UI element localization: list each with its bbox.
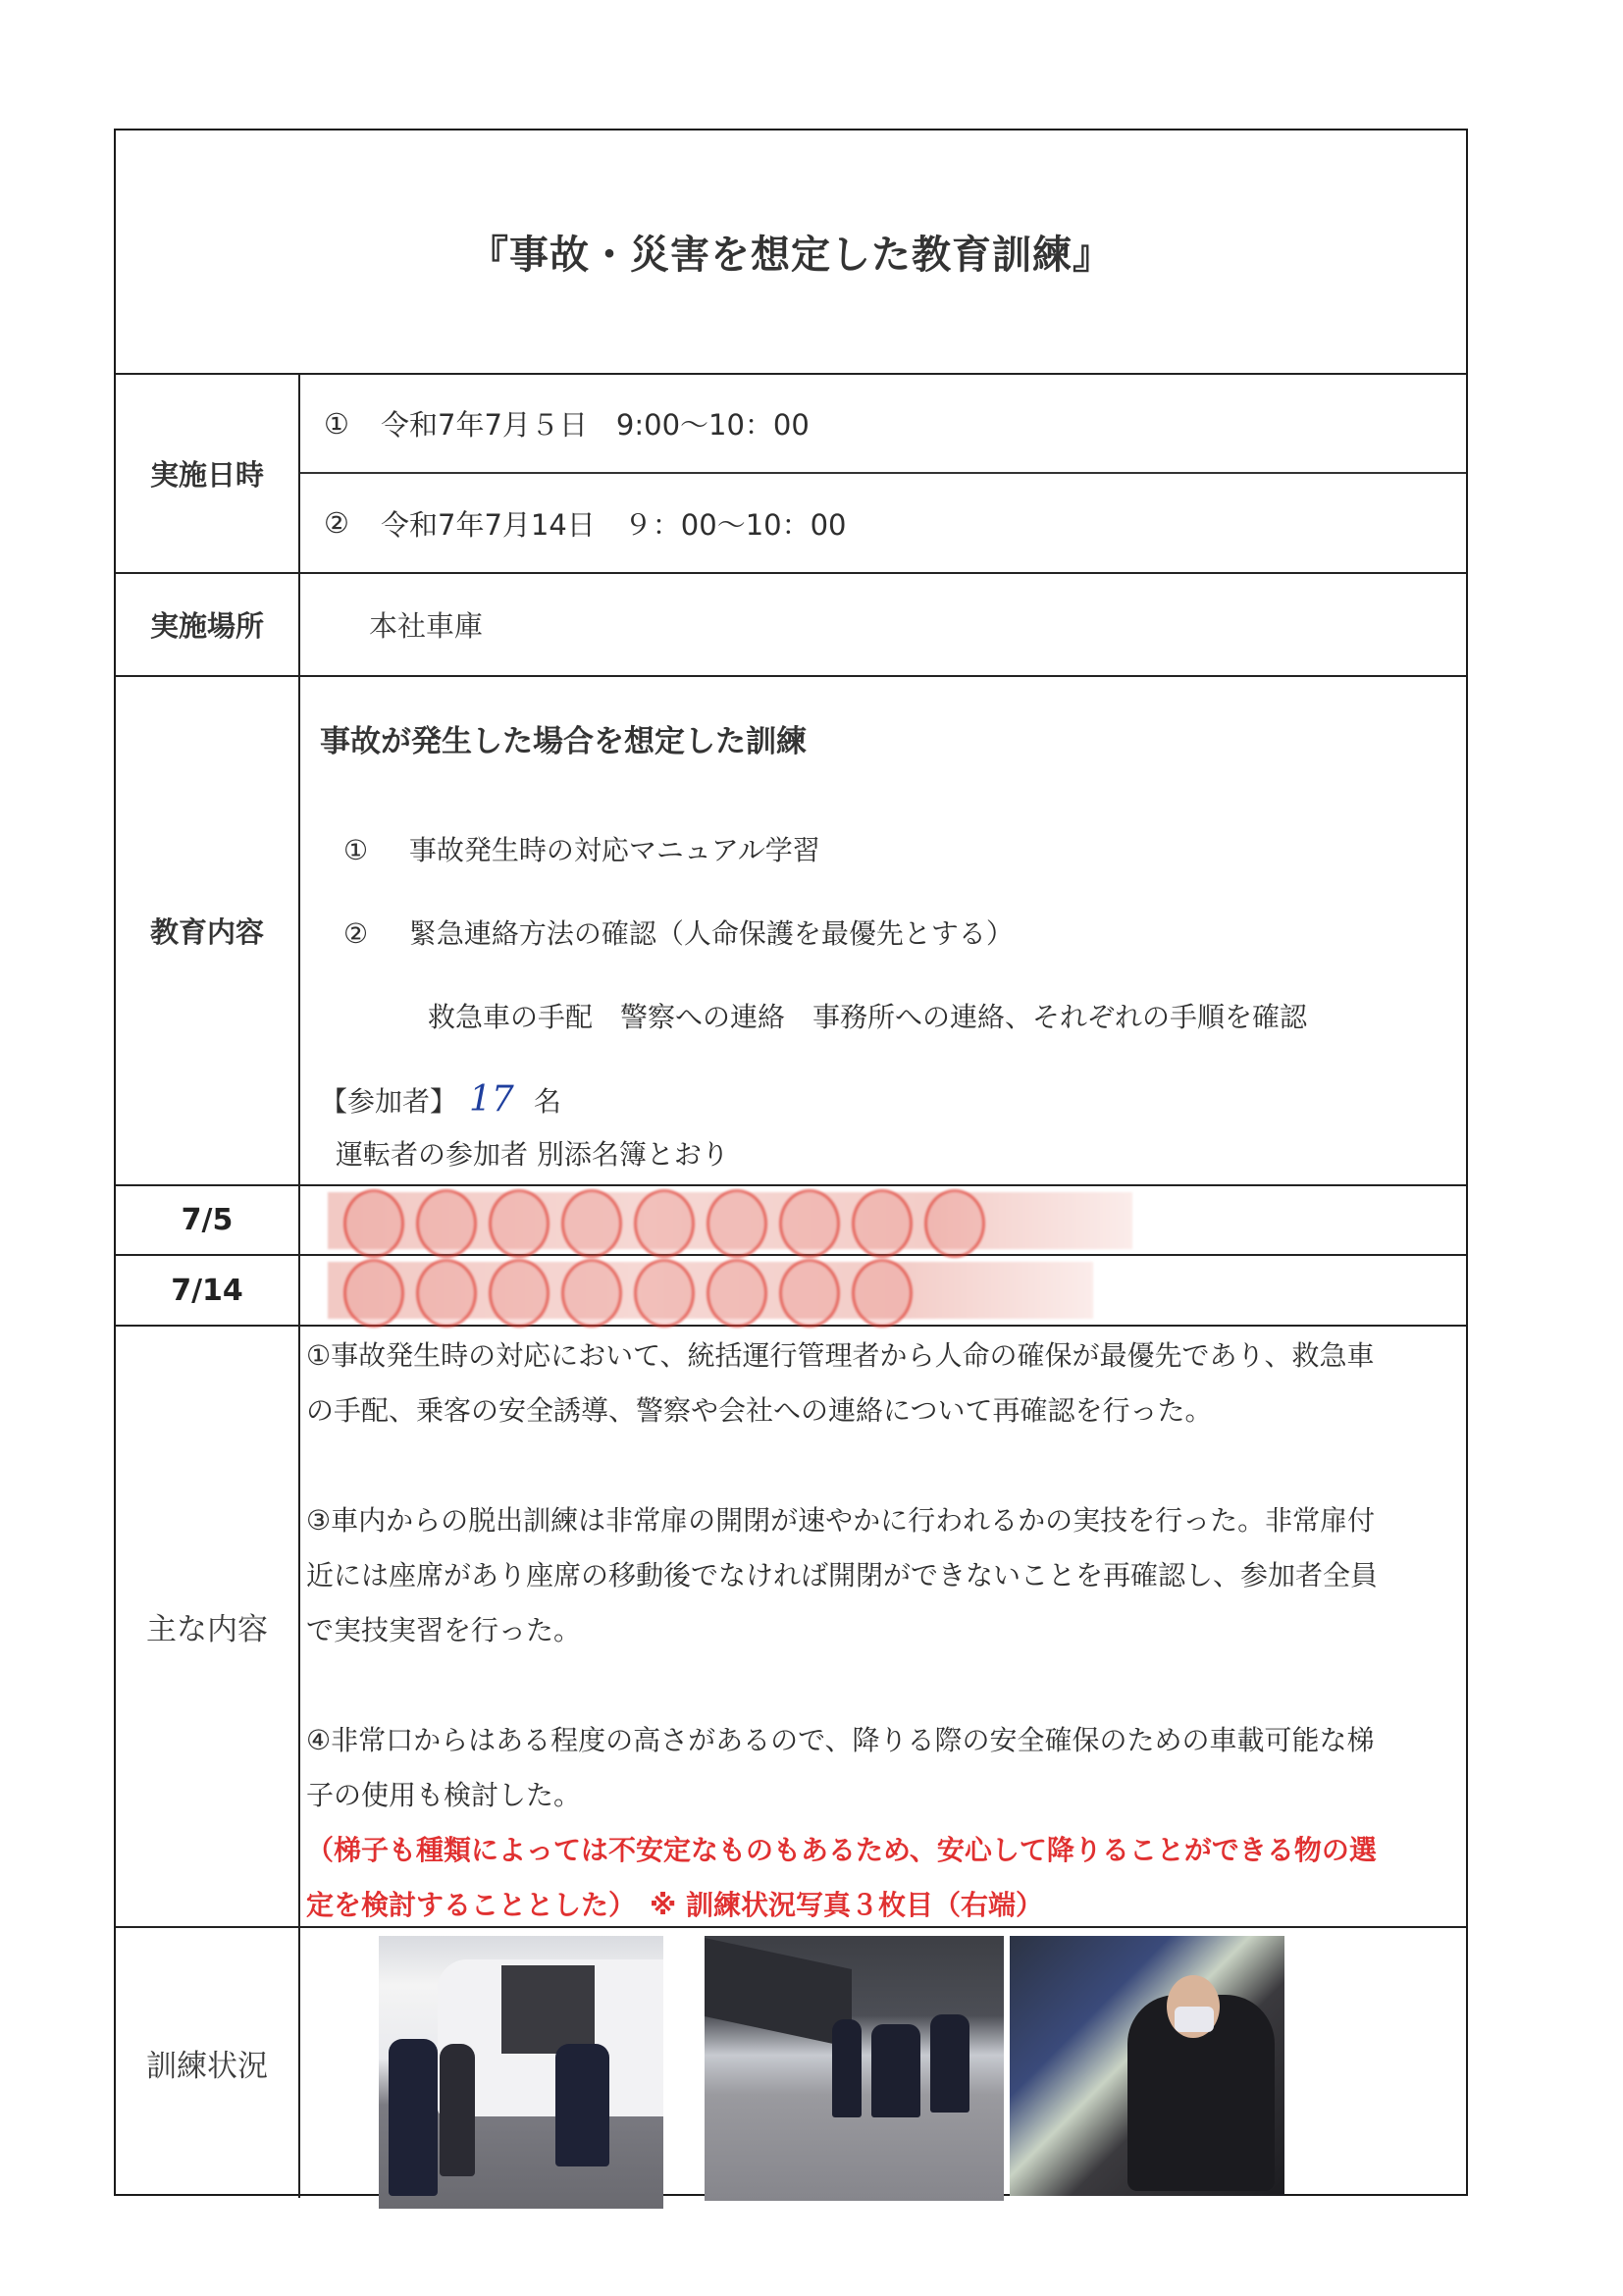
location-row <box>116 574 1466 677</box>
redacted-stamps-1 <box>328 1192 1132 1249</box>
seal-stamp-icon <box>416 1259 477 1328</box>
seal-stamp-icon <box>634 1259 695 1328</box>
attendance-row-1 <box>116 1186 1466 1256</box>
attendance-date-1: 7/5 <box>116 1186 300 1254</box>
paragraph-3-line-1: ④非常口からはある程度の高さがあるので、降りる際の安全確保のための車載可能な梯 <box>306 1724 1375 1756</box>
seal-stamp-icon <box>634 1189 695 1258</box>
seal-stamp-icon <box>852 1189 913 1258</box>
participants-unit: 名 <box>533 1085 561 1118</box>
seal-stamp-icon <box>924 1189 985 1258</box>
note-line-1: （梯子も種類によっては不安定なものもあるため、安心して降りることができる物の選 <box>306 1834 1377 1866</box>
seal-stamp-icon <box>343 1259 404 1328</box>
seal-stamp-icon <box>707 1189 767 1258</box>
paragraph-2-line-2: 近には座席があり座席の移動後でなければ開閉ができないことを再確認し、参加者全員 <box>306 1559 1379 1592</box>
paragraph-2-line-1: ③車内からの脱出訓練は非常扉の開閉が速やかに行われるかの実技を行った。非常扉付 <box>306 1504 1376 1537</box>
education-item-2 <box>343 913 1014 952</box>
education-row <box>116 677 1466 1186</box>
participants-count-handwritten: 17 <box>469 1079 514 1120</box>
training-photos-cell <box>300 1928 1466 2198</box>
main-content-row <box>116 1327 1466 1928</box>
session-1-datetime: 令和7年7月５日 9:00～10：00 <box>381 408 810 442</box>
schedule-cell <box>300 375 1466 572</box>
training-photo-3 <box>1010 1936 1284 2196</box>
seal-stamp-icon <box>561 1259 622 1328</box>
participants-label: 【参加者】 <box>320 1085 458 1118</box>
training-photo-1 <box>379 1936 663 2209</box>
schedule-label: 実施日時 <box>116 375 300 572</box>
attendance-date-2: 7/14 <box>116 1256 300 1325</box>
attendance-stamps-1 <box>300 1186 1466 1254</box>
session-2 <box>300 474 1466 572</box>
paragraph-3-line-2: 子の使用も検討した。 <box>306 1779 582 1811</box>
seal-stamp-icon <box>779 1189 840 1258</box>
paragraph-1-line-2: の手配、乗客の安全誘導、警察や会社への連絡について再確認を行った。 <box>306 1394 1213 1427</box>
seal-stamp-icon <box>852 1259 913 1328</box>
title-row <box>116 130 1466 375</box>
redacted-stamps-2 <box>328 1262 1093 1319</box>
participants-line <box>320 1079 561 1120</box>
seal-stamp-icon <box>416 1189 477 1258</box>
education-heading: 事故が発生した場合を想定した訓練 <box>320 724 807 759</box>
document-title: 『事故・災害を想定した教育訓練』 <box>469 233 1113 278</box>
training-photos-label: 訓練状況 <box>116 1928 300 2198</box>
training-photo-2 <box>705 1936 1004 2201</box>
main-content-label: 主な内容 <box>116 1327 300 1926</box>
session-2-datetime: 令和7年7月14日 ９：00～10：00 <box>381 507 847 542</box>
education-cell <box>300 677 1466 1184</box>
session-1-marker: ① <box>324 406 349 441</box>
paragraph-1-line-1: ①事故発生時の対応において、統括運行管理者から人命の確保が最優先であり、救急車 <box>306 1339 1375 1372</box>
education-label: 教育内容 <box>116 677 300 1184</box>
seal-stamp-icon <box>343 1189 404 1258</box>
seal-stamp-icon <box>489 1259 550 1328</box>
seal-stamp-icon <box>707 1259 767 1328</box>
item-2-marker: ② <box>343 917 369 950</box>
item-1-text: 事故発生時の対応マニュアル学習 <box>408 834 820 866</box>
training-photos-row <box>116 1928 1466 2198</box>
seal-stamp-icon <box>489 1189 550 1258</box>
education-detail: 救急車の手配 警察への連絡 事務所への連絡、それぞれの手順を確認 <box>428 1001 1308 1033</box>
session-2-marker: ② <box>324 506 349 540</box>
schedule-row <box>116 375 1466 574</box>
education-item-1 <box>343 829 820 868</box>
training-report-table <box>114 129 1468 2196</box>
item-1-marker: ① <box>343 834 369 866</box>
item-2-text: 緊急連絡方法の確認（人命保護を最優先とする） <box>408 917 1014 950</box>
location-cell <box>300 574 1466 675</box>
attendance-stamps-2 <box>300 1256 1466 1325</box>
location-value: 本社車庫 <box>369 609 484 643</box>
roster-note: 運転者の参加者 別添名簿とおり <box>336 1138 729 1171</box>
session-1 <box>300 375 1466 474</box>
location-label: 実施場所 <box>116 574 300 675</box>
attendance-row-2 <box>116 1256 1466 1327</box>
main-content-cell <box>300 1327 1466 1926</box>
seal-stamp-icon <box>779 1259 840 1328</box>
note-line-2: 定を検討することとした） ※ 訓練状況写真３枚目（右端） <box>306 1889 1043 1921</box>
paragraph-2-line-3: で実技実習を行った。 <box>306 1614 582 1646</box>
seal-stamp-icon <box>561 1189 622 1258</box>
